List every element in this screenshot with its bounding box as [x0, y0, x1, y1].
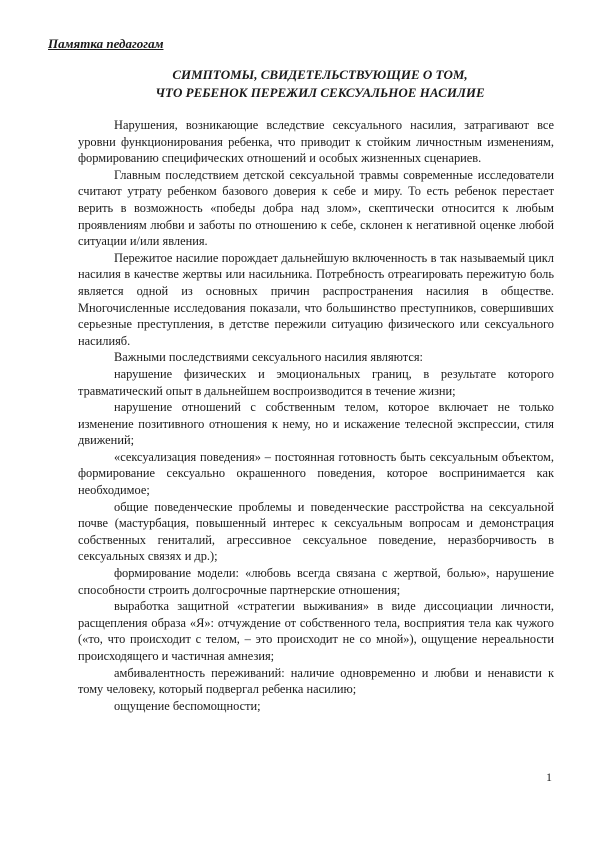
document-title	[60, 66, 580, 102]
paragraph: Пережитое насилие порождает дальнейшую включенность в так называемый цикл насилия в качестве жертвы или насильника. Потребность отреагировать пережитую боль является одной из основных причин распространения насилия в обществе. Многочисленные исследования показали, что большинство преступников, совершивших серьезные преступления, в детстве пережили ситуацию физического или сексуального насилияб.	[78, 250, 554, 348]
paragraph: Главным последствием детской сексуальной травмы современные исследователи считают утрату ребенком базового доверия к себе и миру. То есть ребенок перестает верить в возможность «победы добра над злом», скептически относится к любым проявлениям любви и заботы по отношению к себе, склонен к негативной оценке любой ситуации и/или явления.	[78, 167, 554, 249]
list-item: ощущение беспомощности;	[114, 698, 261, 713]
title-line-2: ЧТО РЕБЕНОК ПЕРЕЖИЛ СЕКСУАЛЬНОЕ НАСИЛИЕ	[155, 85, 485, 100]
list-item: амбивалентность переживаний: наличие одновременно и любви и ненависти к тому человеку, который подвергал ребенка насилию;	[78, 665, 554, 697]
list-item: нарушение физических и эмоциональных границ, в результате которого травматический опыт в дальнейшем воспроизводится в течение жизни;	[78, 366, 554, 398]
paragraph: Важными последствиями сексуального насилия являются:	[114, 350, 423, 365]
header-note: Памятка педагогам	[48, 36, 164, 51]
list-item: «сексуализация поведения» – постоянная готовность быть сексуальным объектом, формирование сексуально окрашенного поведения, которое воспринимается как необходимое;	[78, 449, 554, 498]
body-text	[78, 117, 554, 714]
list-item: выработка защитной «стратегии выживания» в виде диссоциации личности, расщепления образа «Я»: отчуждение от собственного тела, восприятия тела как чужого («то, что происходит с телом, – это происходит не со мной»), ощущение нереальности происходящего и частичная амнезия;	[78, 599, 554, 663]
list-item: общие поведенческие проблемы и поведенческие расстройства на сексуальной почве (мастурбация, повышенный интерес к сексуальным вопросам и демонстрация собственных гениталий, агрессивное сексуальное поведение, неразборчивость в сексуальных связях и др.);	[78, 499, 554, 564]
list-item: формирование модели: «любовь всегда связана с жертвой, болью», нарушение способности строить долгосрочные партнерские отношения;	[78, 566, 554, 597]
page-number: 1	[546, 770, 552, 784]
list-item: нарушение отношений с собственным телом, которое включает не только изменение позитивного отношения к нему, но и искажение телесной экспрессии, стиля движений;	[78, 400, 554, 448]
paragraph: Нарушения, возникающие вследствие сексуального насилия, затрагивают все уровни функционирования ребенка, что приводит к стойким личностным изменениям, формированию специфических отношений и особых жизненных сценариев.	[78, 118, 554, 166]
title-line-1: СИМПТОМЫ, СВИДЕТЕЛЬСТВУЮЩИЕ О ТОМ,	[172, 67, 468, 82]
